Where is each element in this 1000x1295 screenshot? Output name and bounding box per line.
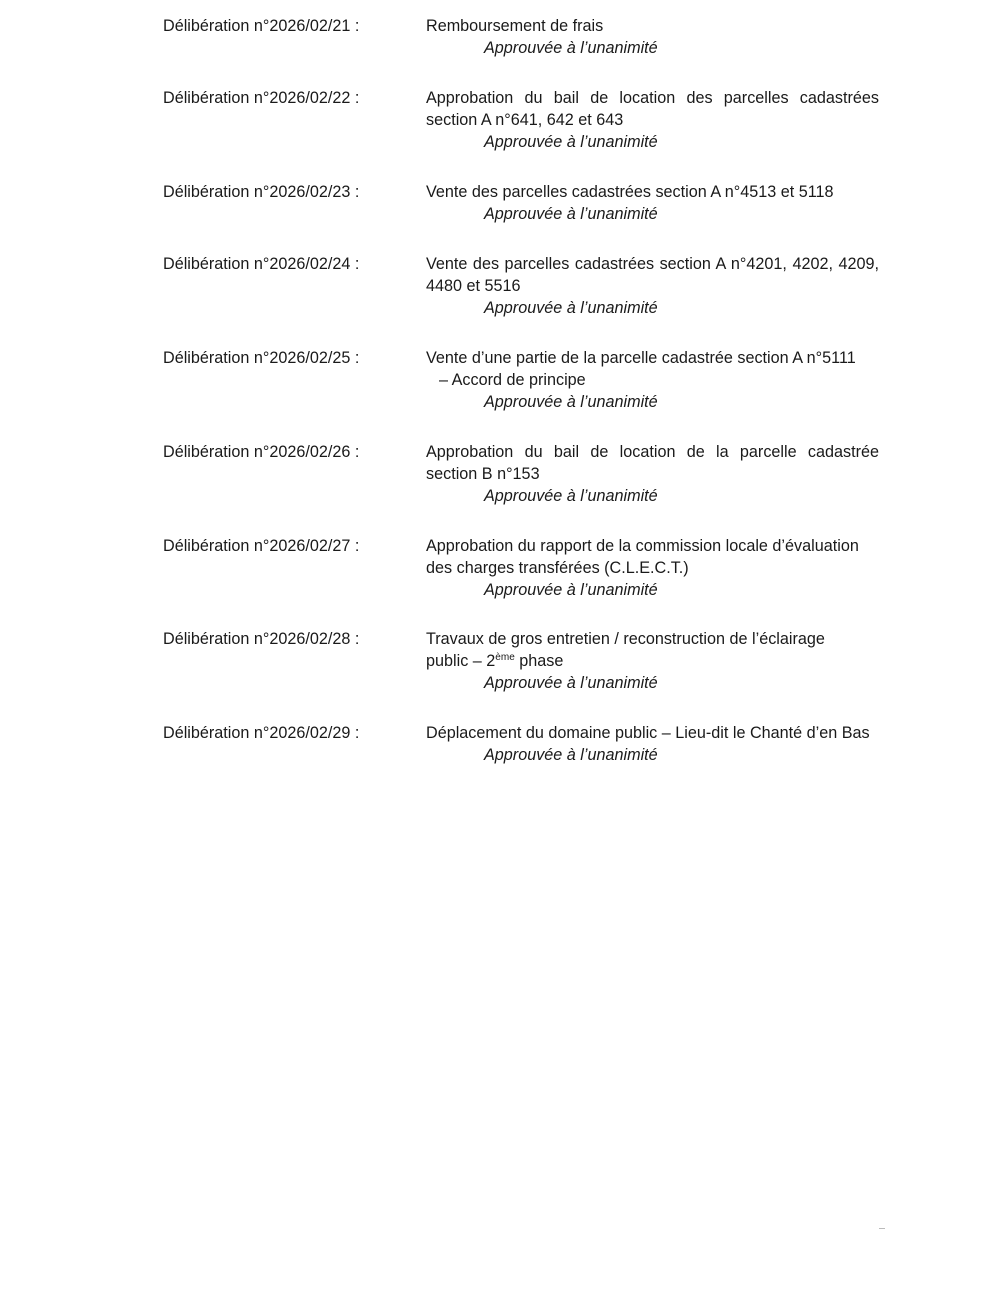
subject-text: public – 2 <box>426 652 496 670</box>
deliberation-subject: Approbation du rapport de la commission locale d’évaluation des charges transférées (C.L.E.C.T.) <box>426 537 859 577</box>
page-corner-mark <box>879 1228 885 1229</box>
deliberation-subject: Remboursement de frais <box>426 17 604 35</box>
deliberation-ref: Délibération n°2026/02/29 : <box>163 724 360 742</box>
deliberation-ref: Délibération n°2026/02/28 : <box>163 630 360 648</box>
deliberation-subject: Vente des parcelles cadastrées section A n°4201, 4202, 4209, 4480 et 5516 <box>426 255 879 295</box>
deliberation-subject <box>426 628 879 672</box>
deliberation-decision: Approuvée à l’unanimité <box>484 393 658 411</box>
deliberation-ref: Délibération n°2026/02/22 : <box>163 89 360 107</box>
deliberation-decision: Approuvée à l’unanimité <box>484 133 658 151</box>
deliberation-decision: Approuvée à l’unanimité <box>484 39 658 57</box>
deliberation-ref: Délibération n°2026/02/24 : <box>163 255 360 273</box>
deliberation-ref: Délibération n°2026/02/25 : <box>163 349 360 367</box>
deliberation-decision: Approuvée à l’unanimité <box>484 581 658 599</box>
deliberation-ref: Délibération n°2026/02/27 : <box>163 537 360 555</box>
deliberation-subject-line: – Accord de principe <box>439 371 586 389</box>
deliberation-decision: Approuvée à l’unanimité <box>484 674 658 692</box>
deliberation-subject: Déplacement du domaine public – Lieu-dit le Chanté d’en Bas <box>426 724 870 742</box>
deliberation-decision: Approuvée à l’unanimité <box>484 205 658 223</box>
deliberation-decision: Approuvée à l’unanimité <box>484 487 658 505</box>
deliberation-ref: Délibération n°2026/02/23 : <box>163 183 360 201</box>
deliberation-ref: Délibération n°2026/02/21 : <box>163 17 360 35</box>
deliberation-ref: Délibération n°2026/02/26 : <box>163 443 360 461</box>
deliberation-subject-line <box>426 650 879 672</box>
subject-text: phase <box>514 652 564 670</box>
deliberation-subject-line: Vente d’une partie de la parcelle cadastrée section A n°5111 <box>426 349 856 367</box>
deliberation-decision: Approuvée à l’unanimité <box>484 746 658 764</box>
deliberation-subject: Approbation du bail de location de la parcelle cadastrée section B n°153 <box>426 443 879 483</box>
deliberation-subject <box>426 347 879 391</box>
deliberation-subject-line: Travaux de gros entretien / reconstruction de l’éclairage <box>426 630 825 648</box>
deliberation-subject: Vente des parcelles cadastrées section A n°4513 et 5118 <box>426 183 834 201</box>
deliberation-subject: Approbation du bail de location des parcelles cadastrées section A n°641, 642 et 643 <box>426 89 879 129</box>
deliberation-decision: Approuvée à l’unanimité <box>484 299 658 317</box>
ordinal-suffix: ème <box>495 652 515 663</box>
